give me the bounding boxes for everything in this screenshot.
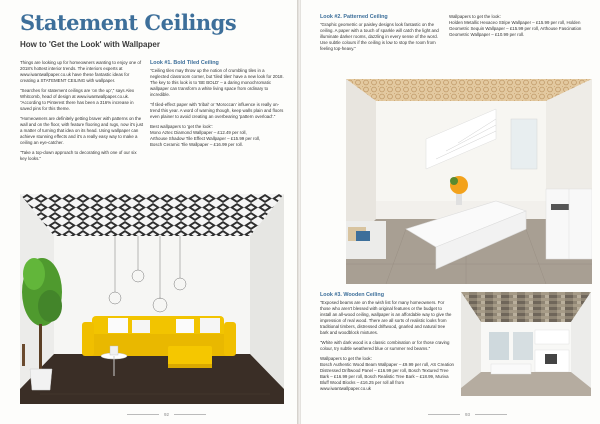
page-title: Statement Ceilings bbox=[20, 10, 237, 35]
left-page bbox=[0, 0, 298, 424]
intro-paragraph: "Take a top-down approach to decorating with one of our six key looks." bbox=[20, 150, 137, 161]
look2-paragraph: "Graphic geometric or paisley designs look fantastic on the ceiling. A paper with a touch of sparkle will catch the light and illuminate darker rooms, dazzling in every sense of the word. Use subtle colours if the ceiling is low to stop the room from feeling top-heavy." bbox=[320, 22, 439, 51]
look1-wallpaper-item: Mono Aztec Diamond Wallpaper – £12.49 per roll, bbox=[150, 130, 247, 135]
look1-heading: Look #1. Bold Tiled Ceiling bbox=[150, 60, 219, 66]
living-room-photo bbox=[20, 194, 284, 404]
intro-paragraph: "Searches for statement ceilings are 'on the up'," says Alex Whitcomb, head of design at www.iwantwallpaper.co.uk. "According to Pinterest there has been a 316% increase in saved pins for this theme. bbox=[20, 88, 135, 111]
look1-paragraph: "Ceiling tiles may throw up the notion of crumbling tiles in a neglected classroom corner, but 'tiled tiles' have a new look for 2018. The key to this look is to 'BE BOLD' – a daring monochromatic wallpaper can transform a white living space from ordinary to incredible. bbox=[150, 68, 284, 97]
kitchen-photo bbox=[346, 79, 592, 284]
look2-wallpaper-item: Holden Metallic Hexaceo Stripe Wallpaper – £15.99 per roll, Holden Geometric Sequin Wallpaper – £15.99 per roll, Arthouse Fascination Geometric Wallpaper – £10.99 per roll. bbox=[449, 20, 582, 37]
intro-column bbox=[20, 60, 144, 166]
wooden-ceiling-photo bbox=[461, 292, 591, 396]
look1-column bbox=[150, 60, 284, 148]
look1-wallpaper-item: Bosch Ceramic Tile Wallpaper – £16.99 per roll. bbox=[150, 142, 243, 147]
look3-paragraph: "Exposed beams are on the wish list for many homeowners. For those who aren't blessed with original features or the budget to install an all-wood ceiling, wallpaper is an affordable way to give the impression of real wood. There are all sorts of realistic looks from traditional timbers, distressed driftwood, gnarled and natural tree bark and woodblock mixtures. bbox=[320, 300, 452, 335]
look3-wallpaper-label: Wallpapers to get the look: bbox=[320, 356, 372, 361]
look2-wallpaper-label: Wallpapers to get the look: bbox=[449, 14, 501, 19]
page-number: 93 bbox=[423, 412, 512, 417]
look3-paragraph: "White with dark wood is a classic combination or for those craving colour, try subtle weathered blue or summer red beams." bbox=[320, 340, 450, 351]
look1-wallpaper-item: Arthouse Shadow Tile Effect Wallpaper – £15.99 per roll, bbox=[150, 136, 261, 141]
page-number: 92 bbox=[122, 412, 211, 417]
look2-heading: Look #2. Patterned Ceiling bbox=[320, 14, 388, 20]
intro-paragraph: Things are looking up for homeowners wanting to enjoy one of 2018's hottest interior trends. The interiors experts at www.iwantwallpaper.co.uk have these fantastic ideas for creating a STATEMENT CEILING with wallpaper. bbox=[20, 60, 142, 83]
right-page bbox=[301, 0, 600, 424]
look2-column bbox=[320, 14, 444, 56]
page-subtitle: How to 'Get the Look' with Wallpaper bbox=[20, 40, 160, 49]
look1-paragraph: "If tiled-effect paper with 'tribal' or 'Moroccan' influence is really on-trend this year. A word of warning though, keep walls plain and floors even plainer to avoid creating an overbearing 'pattern overload'." bbox=[150, 102, 284, 119]
look3-column bbox=[320, 292, 454, 392]
intro-paragraph: "Homeowners are definitely getting braver with patterns on the wall and on the floor, with feature flooring and rugs, now it's just a matter of turning that idea on its head. Using wallpaper can achieve stunning effects and it's a really easy way to make a ceiling an eye-catcher. bbox=[20, 116, 144, 145]
look1-wallpaper-label: Best wallpapers to 'get the look': bbox=[150, 124, 213, 129]
look2-wallpapers bbox=[449, 14, 583, 38]
look3-wallpaper-item: Bosch Authentic Wood Beam Wallpaper – £9.99 per roll, AS Creation Distressed Driftwood Panel – £16.99 per roll, Bosch Textured Tree Bark – £16.99 per roll, Bosch Realistic Tree Bark – £18.99, Muriva Bluff Wood Blocks – £16.25 per roll all from www.iwantwallpaper.co.uk bbox=[320, 362, 454, 391]
look3-heading: Look #3. Wooden Ceiling bbox=[320, 292, 384, 298]
